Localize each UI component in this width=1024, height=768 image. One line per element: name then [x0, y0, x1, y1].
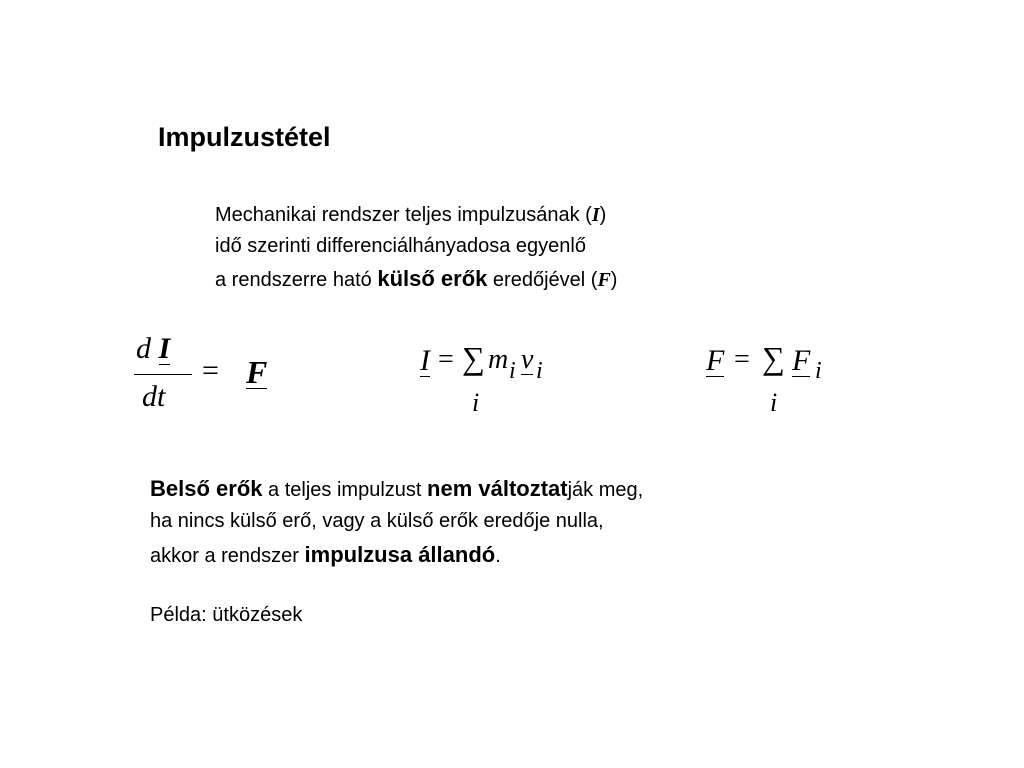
intro-line-3 [215, 266, 617, 292]
mass-subscript: i [509, 358, 516, 384]
velocity-v-symbol: v [521, 344, 534, 375]
body-line-2: ha nincs külső erő, vagy a külső erők eredője nulla, [150, 510, 604, 532]
formula-impulse-theorem [130, 330, 290, 420]
formula-resultant-force [704, 340, 844, 430]
rhs-F [246, 354, 267, 391]
numerator-I: I [158, 332, 171, 365]
body-line-3-end: . [495, 545, 501, 567]
lhs-F-symbol: F [706, 344, 725, 377]
lhs-I [420, 344, 430, 378]
rhs-F-subscript: i [815, 358, 822, 384]
sum-index: i [472, 388, 480, 417]
sum-index: i [770, 388, 778, 417]
body-line-3 [150, 542, 501, 568]
mass-m: m [488, 344, 509, 375]
intro-line-2: idő szerinti differenciálhányadosa egyenlő [215, 235, 586, 257]
equals-sign: = [734, 344, 750, 375]
rhs-F-symbol: F [792, 344, 811, 377]
fraction-bar [134, 374, 192, 375]
denominator: dt [142, 380, 166, 413]
intro-line-1-close: ) [599, 204, 607, 226]
impulse-symbol: I [591, 204, 600, 226]
example-line: Példa: ütközések [150, 604, 303, 626]
body-line-1-text: a teljes impulzust [262, 479, 428, 501]
velocity-v [521, 344, 533, 376]
body-line-1 [150, 476, 643, 502]
body-line-1-end: ják meg, [567, 479, 644, 501]
rhs-F-symbol: F [246, 354, 268, 390]
intro-line-3-close: ) [610, 269, 618, 291]
formula-total-impulse [418, 340, 578, 430]
intro-line-3-text: a rendszerre ható [215, 269, 378, 291]
numerator [136, 332, 170, 366]
lhs-F [706, 344, 724, 378]
lhs-I-symbol: I [420, 344, 430, 377]
sum-sign: ∑ [762, 340, 785, 376]
internal-forces-bold: Belső erők [150, 476, 263, 501]
external-forces-bold: külső erők [377, 266, 488, 291]
body-line-3-text: akkor a rendszer [150, 545, 305, 567]
numerator-d: d [136, 332, 151, 365]
intro-line-1-text: Mechanikai rendszer teljes impulzusának ( [215, 204, 592, 226]
slide-title: Impulzustétel [158, 122, 331, 152]
equals-sign: = [438, 344, 454, 375]
equals-sign: = [202, 354, 219, 387]
impulse-constant-bold: impulzusa állandó [304, 542, 496, 567]
force-symbol: F [597, 269, 611, 291]
velocity-subscript: i [536, 358, 543, 384]
intro-line-1 [215, 204, 606, 227]
rhs-F [792, 344, 810, 378]
sum-sign: ∑ [462, 340, 485, 376]
intro-line-3-text-b: eredőjével ( [487, 269, 598, 291]
no-change-bold: nem változtat [427, 476, 568, 501]
